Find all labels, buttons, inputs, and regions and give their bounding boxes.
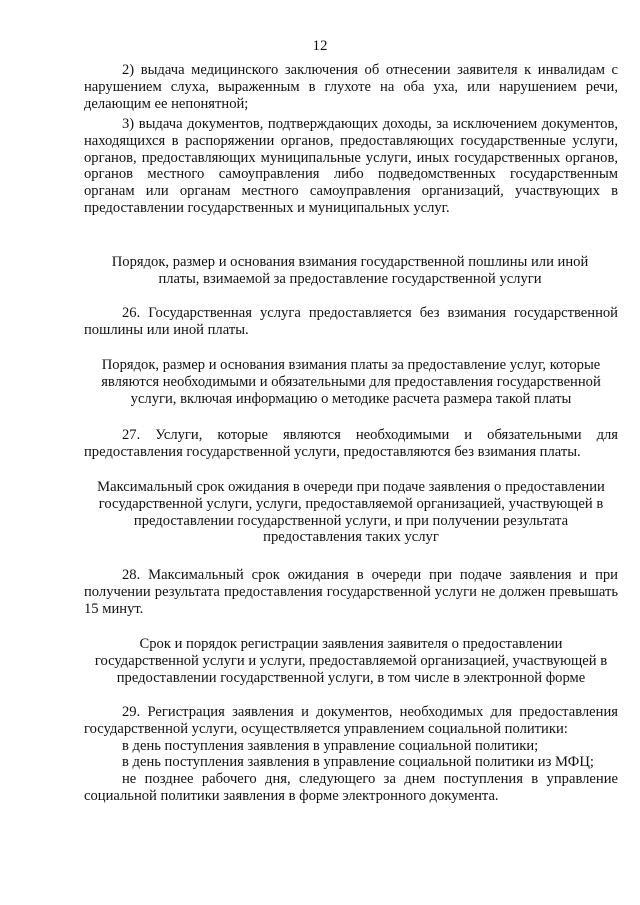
item-2-block <box>84 62 618 112</box>
para-29-line-2: в день поступления заявления в управление социальной политики из МФЦ; <box>122 754 594 771</box>
para-28-text: 28. Максимальный срок ожидания в очереди при подаче заявления и при получении результата предоставления государственной услуги не должен превышать 15 минут. <box>84 567 618 617</box>
para-29-line-3: не позднее рабочего дня, следующего за днем поступления в управление социальной политики заявления в форме электронного документа. <box>84 771 618 804</box>
section-payment-heading: Порядок, размер и основания взимания платы за предоставление услуг, которые являются необходимыми и обязательными для предоставления государственной услуги, включая информацию о методике расчета размера такой платы <box>101 357 601 407</box>
section-wait-heading-block <box>88 479 614 546</box>
section-fee-heading-block <box>100 254 600 288</box>
para-29-text: 29. Регистрация заявления и документов, необходимых для предоставления государственной услуги, осуществляется управлением социальной политики: <box>84 704 618 737</box>
para-29-line-1: в день поступления заявления в управление социальной политики; <box>122 737 539 754</box>
para-27-block <box>84 427 618 461</box>
para-27-text: 27. Услуги, которые являются необходимыми и обязательными для предоставления государственной услуги, предоставляются без взимания платы. <box>84 427 618 460</box>
para-28-block <box>84 567 618 617</box>
item-2-text: 2) выдача медицинского заключения об отнесении заявителя к инвалидам с нарушением слуха, выраженным в глухоте на оба уха, или нарушением речи, делающим ее непонятной; <box>84 62 618 112</box>
item-3-text: 3) выдача документов, подтверждающих доходы, за исключением документов, находящихся в распоряжении органов, предоставляющих государственные услуги, органов, предоставляющих муниципальные услуги, иных государственных органов, органов местного самоуправления либо подведомственных государственным органам или органам местного самоуправления организаций, участвующих в предоставлении государственных и муниципальных услуг. <box>84 116 618 216</box>
page-number: 12 <box>312 38 328 54</box>
para-29-block <box>84 704 618 805</box>
para-26-text: 26. Государственная услуга предоставляется без взимания государственной пошлины или иной платы. <box>84 305 618 338</box>
para-26-block <box>84 305 618 339</box>
section-fee-heading: Порядок, размер и основания взимания государственной пошлины или иной платы, взимаемой за предоставление государственной услуги <box>111 254 589 287</box>
item-3-block <box>84 116 618 217</box>
section-payment-heading-block <box>90 357 612 407</box>
section-registration-heading: Срок и порядок регистрации заявления заявителя о предоставлении государственной услуги и услуги, предоставляемой организацией, участвующей в предоставлении государственной услуги, в том числе в электронной форме <box>94 636 608 686</box>
section-wait-heading: Максимальный срок ожидания в очереди при подаче заявления о предоставлении государственной услуги, услуги, предоставляемой организацией, участвующей в предоставлении государственной услуги, и при получении результата предоставления таких услуг <box>97 479 605 546</box>
section-registration-heading-block <box>90 636 612 686</box>
